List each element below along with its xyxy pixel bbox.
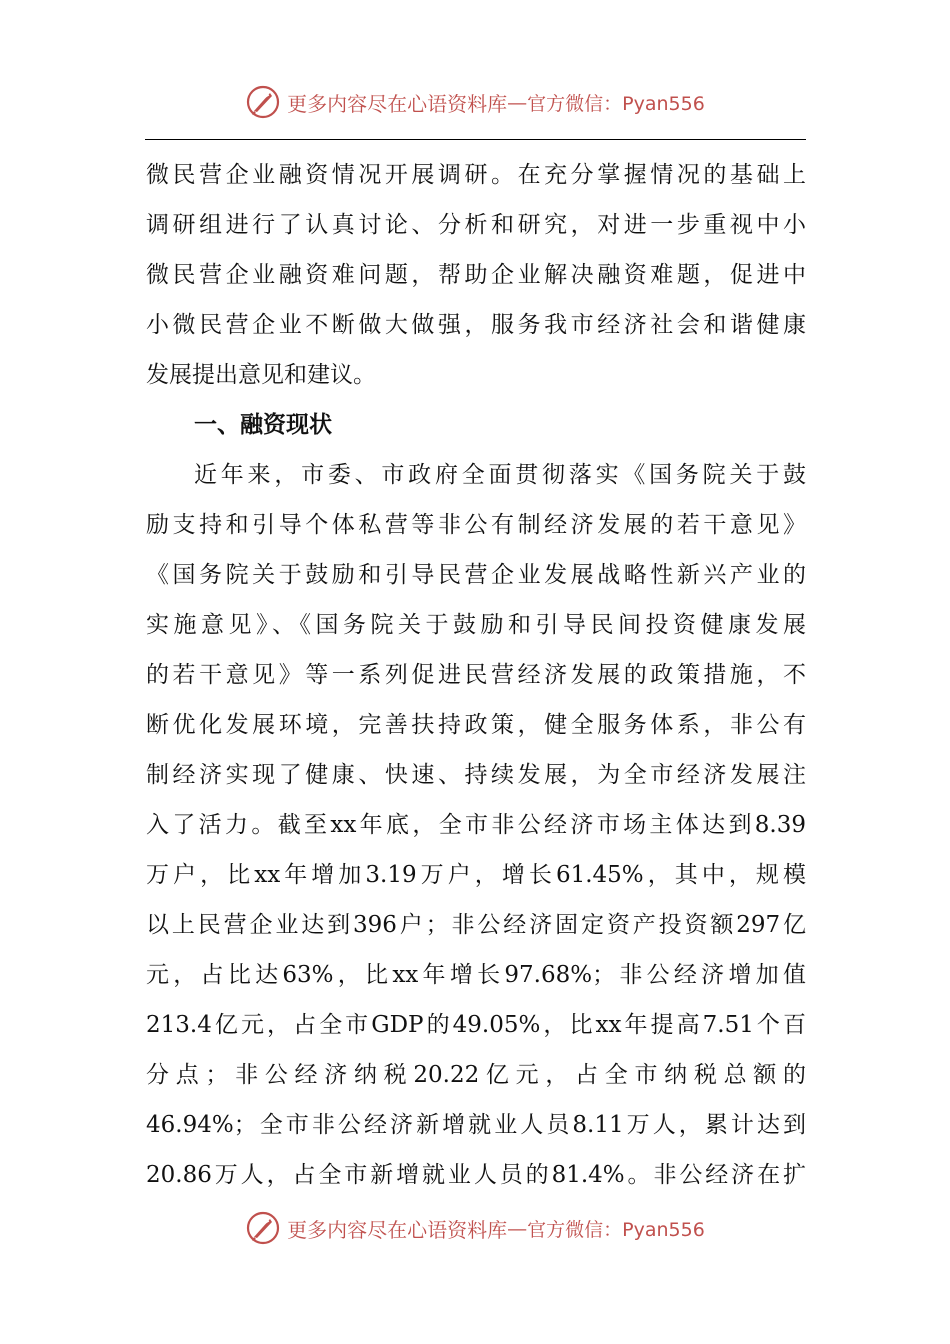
text-line: 46.94%；全市非公经济新增就业人员8.11万人，累计达到 — [146, 1112, 806, 1138]
header-separator: — — [507, 90, 528, 114]
quill-logo-icon — [245, 84, 281, 120]
text-line: 制经济实现了健康、快速、持续发展，为全市经济发展注 — [146, 762, 806, 788]
text-line: 近年来，市委、市政府全面贯彻落实《国务院关于鼓 — [194, 462, 806, 488]
text-line: 的若干意见》等一系列促进民营经济发展的政策措施，不 — [146, 662, 806, 688]
footer-wechat-text: 官方微信：Pyan556 — [527, 1218, 705, 1241]
document-body — [146, 150, 806, 1200]
text-line: 《国务院关于鼓励和引导民营企业发展战略性新兴产业的 — [146, 562, 806, 588]
footer-watermark-banner — [0, 1206, 950, 1250]
text-line: 万户，比xx年增加3.19万户，增长61.45%，其中，规模 — [146, 862, 806, 888]
text-line: 微民营企业融资难问题，帮助企业解决融资难题，促进中 — [146, 262, 806, 288]
text-line: 断优化发展环境，完善扶持政策，健全服务体系，非公有 — [146, 712, 806, 738]
text-line: 元，占比达63%，比xx年增长97.68%；非公经济增加值 — [146, 962, 806, 988]
text-line: 分点；非公经济纳税20.22亿元，占全市纳税总额的 — [146, 1062, 806, 1088]
header-wechat-text: 官方微信：Pyan556 — [527, 92, 705, 115]
text-line: 发展提出意见和建议。 — [146, 362, 376, 388]
text-line: 以上民营企业达到396户；非公经济固定资产投资额297亿 — [146, 912, 806, 938]
text-line: 213.4亿元，占全市GDP的49.05%，比xx年提高7.51个百 — [146, 1012, 806, 1038]
text-line: 励支持和引导个体私营等非公有制经济发展的若干意见》 — [146, 512, 806, 538]
text-line: 调研组进行了认真讨论、分析和研究，对进一步重视中小 — [146, 212, 806, 238]
text-line: 实施意见》、《国务院关于鼓励和引导民间投资健康发展 — [146, 612, 806, 638]
header-divider — [145, 139, 806, 140]
footer-brand-text: 更多内容尽在心语资料库 — [287, 1217, 508, 1242]
header-watermark-banner — [0, 80, 950, 124]
section-heading: 一、融资现状 — [194, 412, 332, 438]
footer-separator: — — [507, 1216, 528, 1240]
header-brand-text: 更多内容尽在心语资料库 — [287, 91, 508, 116]
text-line: 入了活力。截至xx年底，全市非公经济市场主体达到8.39 — [146, 812, 806, 838]
text-line: 小微民营企业不断做大做强，服务我市经济社会和谐健康 — [146, 312, 806, 338]
text-line: 20.86万人，占全市新增就业人员的81.4%。非公经济在扩 — [146, 1162, 806, 1188]
quill-logo-icon — [245, 1210, 281, 1246]
text-line: 微民营企业融资情况开展调研。在充分掌握情况的基础上 — [146, 162, 806, 188]
